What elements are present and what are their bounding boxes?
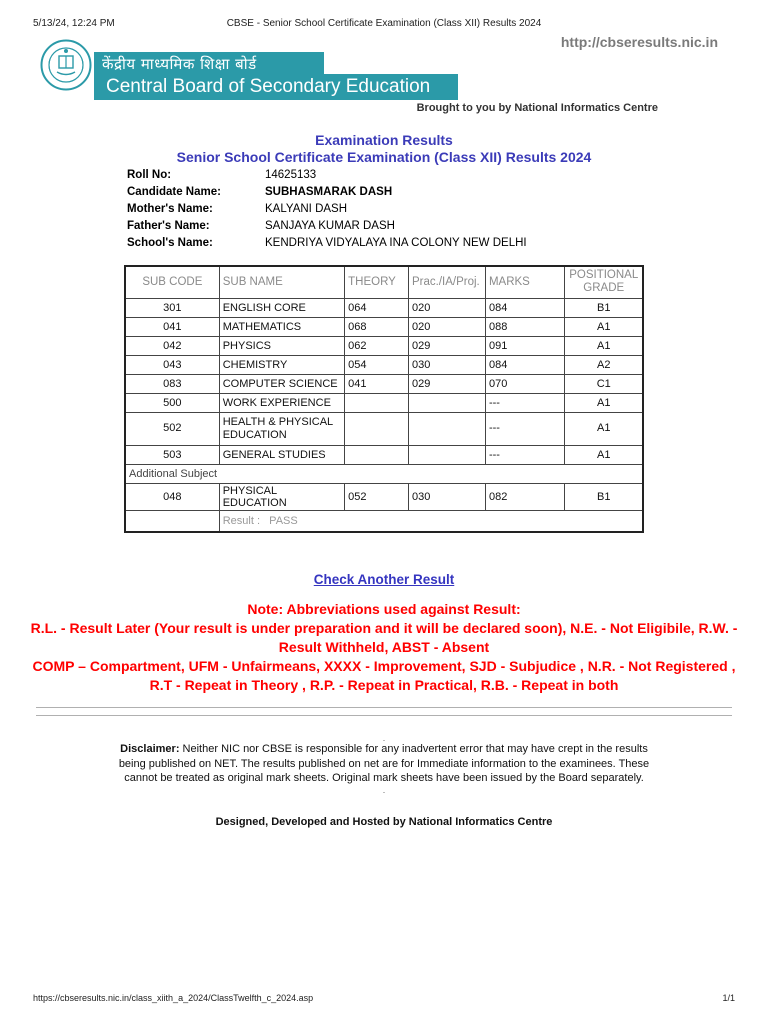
exam-title: Examination Results [315, 132, 453, 148]
theory-cell [345, 393, 409, 412]
sub-code-cell: 083 [125, 374, 219, 393]
sub-code-cell: 503 [125, 445, 219, 464]
marks-cell: 088 [485, 317, 565, 336]
grade-cell: A2 [565, 355, 643, 374]
print-page-title: CBSE - Senior School Certificate Examination (Class XII) Results 2024 [226, 18, 542, 29]
marks-table [124, 265, 644, 533]
sub-code-cell: 048 [125, 483, 219, 510]
hindi-name-banner [94, 52, 324, 75]
print-datetime: 5/13/24, 12:24 PM [33, 18, 115, 29]
prac-cell: 029 [409, 374, 486, 393]
marks-cell: --- [485, 412, 565, 445]
cbse-logo-icon [40, 39, 92, 91]
grade-cell: B1 [565, 298, 643, 317]
sub-name-cell: PHYSICS [219, 336, 344, 355]
table-row [125, 393, 643, 412]
sub-code-cell: 041 [125, 317, 219, 336]
sub-name-cell: COMPUTER SCIENCE [219, 374, 344, 393]
table-row [125, 483, 643, 510]
sub-name-cell: HEALTH & PHYSICAL EDUCATION [219, 412, 344, 445]
grade-cell: A1 [565, 336, 643, 355]
separator-dot: . [382, 784, 386, 795]
brought-by: Brought to you by National Informatics Centre [416, 102, 658, 114]
sub-name-cell: MATHEMATICS [219, 317, 344, 336]
additional-subject-label: Additional Subject [125, 464, 643, 483]
site-url: http://cbseresults.nic.in [560, 34, 718, 50]
designed-by: Designed, Developed and Hosted by National Informatics Centre [215, 816, 553, 828]
info-value: 14625133 [265, 169, 317, 181]
marks-cell: 084 [485, 355, 565, 374]
hindi-name: केंद्रीय माध्यमिक शिक्षा बोर्ड [102, 55, 257, 73]
table-row [125, 336, 643, 355]
grade-cell: C1 [565, 374, 643, 393]
header-sub-code: SUB CODE [125, 266, 219, 298]
info-label: School's Name: [127, 237, 213, 249]
print-footer [33, 993, 735, 1005]
sub-code-cell: 301 [125, 298, 219, 317]
prac-cell [409, 445, 486, 464]
table-row [125, 298, 643, 317]
theory-cell: 041 [345, 374, 409, 393]
additional-subject-row [125, 464, 643, 483]
result-blank-cell [125, 510, 219, 532]
info-label: Father's Name: [127, 220, 210, 232]
info-value: KALYANI DASH [265, 203, 348, 215]
prac-cell [409, 412, 486, 445]
marks-cell: 084 [485, 298, 565, 317]
print-url: https://cbseresults.nic.in/class_xiith_a_2024/ClassTwelfth_c_2024.asp [33, 993, 314, 1003]
grade-cell: A1 [565, 393, 643, 412]
note-heading: Note: Abbreviations used against Result: [247, 601, 521, 617]
header-prac: Prac./IA/Proj. [409, 266, 486, 298]
theory-cell: 054 [345, 355, 409, 374]
separator-dot: . [382, 733, 386, 743]
table-row [125, 374, 643, 393]
prac-cell: 020 [409, 317, 486, 336]
note-line: COMP – Compartment, UFM - Unfairmeans, XXXX - Improvement, SJD - Subjudice , N.R. - Not Registered , R.T - Repeat in Theory , R.P. - Repeat in Practical, R.B. - Repeat in both [32, 658, 736, 693]
table-row [125, 355, 643, 374]
theory-cell [345, 445, 409, 464]
theory-cell: 064 [345, 298, 409, 317]
marks-cell: 082 [485, 483, 565, 510]
grade-cell: B1 [565, 483, 643, 510]
disclaimer-label: Disclaimer: [120, 743, 180, 755]
note-line: R.L. - Result Later (Your result is under preparation and it will be declared soon), N.E. - Not Eligibile, R.W. - Result Withheld, ABST - Absent [30, 620, 738, 655]
prac-cell: 029 [409, 336, 486, 355]
theory-cell: 068 [345, 317, 409, 336]
disclaimer-text: Neither NIC nor CBSE is responsible for any inadvertent error that may have crept in the results being published on NET. The results published on net are for Immediate information to the examinees. These cannot be treated as original mark sheets. Original mark sheets have been issued by the Board separately. [118, 743, 650, 784]
sub-name-cell: WORK EXPERIENCE [219, 393, 344, 412]
english-name: Central Board of Secondary Education [106, 76, 431, 97]
marks-cell: --- [485, 445, 565, 464]
sub-name-cell: CHEMISTRY [219, 355, 344, 374]
sub-code-cell: 042 [125, 336, 219, 355]
table-row [125, 412, 643, 445]
sub-name-cell: ENGLISH CORE [219, 298, 344, 317]
print-page-number: 1/1 [722, 993, 735, 1003]
marks-cell: 091 [485, 336, 565, 355]
grade-cell: A1 [565, 317, 643, 336]
sub-code-cell: 502 [125, 412, 219, 445]
abbreviation-notes [30, 600, 738, 695]
sub-code-cell: 043 [125, 355, 219, 374]
english-name-banner [94, 74, 458, 100]
theory-cell: 052 [345, 483, 409, 510]
sub-name-cell: GENERAL STUDIES [219, 445, 344, 464]
info-label: Roll No: [127, 169, 172, 181]
table-row [125, 317, 643, 336]
result-row [125, 510, 643, 532]
info-value: KENDRIYA VIDYALAYA INA COLONY NEW DELHI [265, 237, 527, 249]
divider [36, 707, 732, 716]
header-theory: THEORY [345, 266, 409, 298]
header-sub-name: SUB NAME [219, 266, 344, 298]
check-another-result-link[interactable]: Check Another Result [313, 572, 455, 587]
info-label: Candidate Name: [127, 186, 221, 198]
print-header [33, 18, 735, 32]
disclaimer [118, 734, 650, 794]
header-grade: POSITIONAL GRADE [565, 266, 643, 298]
prac-cell: 030 [409, 355, 486, 374]
info-value: SUBHASMARAK DASH [265, 186, 393, 198]
marks-cell: --- [485, 393, 565, 412]
table-row [125, 445, 643, 464]
exam-subtitle: Senior School Certificate Examination (Class XII) Results 2024 [176, 149, 592, 165]
theory-cell [345, 412, 409, 445]
theory-cell: 062 [345, 336, 409, 355]
sub-code-cell: 500 [125, 393, 219, 412]
prac-cell: 030 [409, 483, 486, 510]
grade-cell: A1 [565, 412, 643, 445]
header-marks: MARKS [485, 266, 565, 298]
info-value: SANJAYA KUMAR DASH [265, 220, 395, 232]
prac-cell: 020 [409, 298, 486, 317]
marks-cell: 070 [485, 374, 565, 393]
result-status: Result : PASS [219, 510, 643, 532]
sub-name-cell: PHYSICAL EDUCATION [219, 483, 344, 510]
grade-cell: A1 [565, 445, 643, 464]
table-header-row [125, 266, 643, 298]
info-label: Mother's Name: [127, 203, 213, 215]
prac-cell [409, 393, 486, 412]
